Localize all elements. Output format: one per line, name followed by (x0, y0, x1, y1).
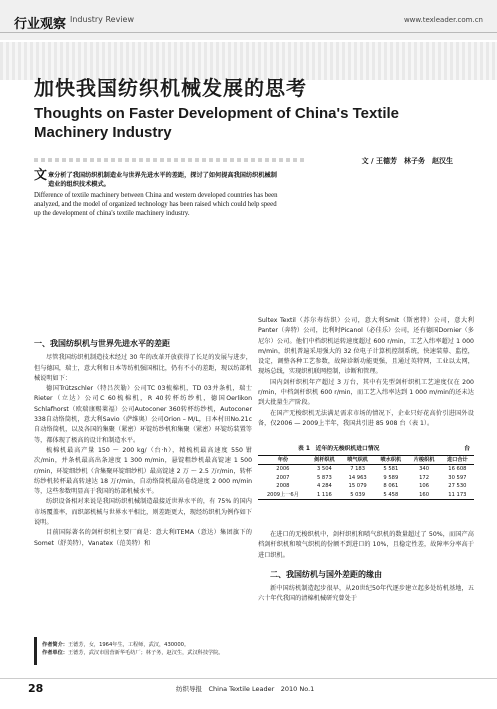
authors: 文 / 王德芳 林子务 赵汉生 (361, 157, 453, 165)
table-cell: 2006 (276, 466, 290, 473)
table-cell: 106 (419, 483, 430, 490)
table-cell: 1 116 (316, 491, 332, 498)
table-cell: 11 173 (448, 491, 467, 498)
table-header: 进口合计 (446, 457, 468, 463)
page-number: 28 (28, 682, 44, 695)
title-separator (34, 158, 304, 162)
table-cell: 5 581 (383, 466, 399, 473)
section1-heading: 一、我国纺织机与世界先进水平的差距 (34, 339, 170, 348)
table-row (258, 491, 474, 500)
table-cell: 5 458 (383, 491, 399, 498)
left-column (34, 339, 252, 549)
footer-divider (0, 678, 497, 679)
section2-heading: 二、我国纺机与国外差距的缘由 (270, 569, 382, 579)
abstract-cn: 章分析了我国纺织机制造业与世界先进水平的差距，探讨了如何提高我国纺织机械制造业的组织技术模式。 (48, 172, 277, 188)
paragraph: Sultex Textil（苏尔寿纺织）公司，意大利Smit（斯密特）公司，意大利Panter（奔特）公司，比利时Picanol（必佳乐）公司，还有德国Dornier（多尼尔）公司。他们中档织机运转速度超过 600 r/min，工艺入纬率超过 1 000 m/min，织机普遍采用强大的 32 位电子计算机控制系统，快速装幕、监控，设定，调整各种工艺参数，故障诊断功能更强，且通过英特网，工业以太网，现场总线，实现织机联网控制，诊断和管理。 (258, 317, 474, 376)
paragraph: 在进口的无梭织机中，剑杆织机和喷气织机的数量超过了 50%，而国产高档剑杆织机和喷气织机的份额不到进口的 10%，且稳定性差，故障率分率高于进口织机。 (258, 531, 474, 559)
abstract-lead-char: 文 (34, 168, 48, 183)
table-cell: 2008 (276, 483, 290, 490)
section-title: 行业观察 (14, 17, 67, 32)
table-header: 喷气织机 (347, 457, 368, 463)
table-cell: 3 504 (316, 466, 332, 473)
author-text: 王德芳，女，1964年生，工程师，武汉，430000。 (67, 642, 190, 648)
table-row (258, 474, 474, 482)
table-cell: 5 039 (350, 491, 366, 498)
paragraph: 纺织设备相对来说是我国纺织机械制造最接近世界水平的，有 75% 的国内市场覆盖率，而织部机械与世界水平相比，则差距更大，现经纺织机为例作如下说明。 (34, 498, 252, 527)
journal-footer: 纺织导报 China Textile Leader 2010 No.1 (176, 685, 315, 693)
author-label: 作者简介： (42, 642, 68, 648)
right-column-bottom (258, 530, 474, 605)
table-cell: 5 873 (316, 474, 332, 481)
author-note (34, 641, 260, 657)
paragraph: 在国产无梭织机无法满足需求市场的情况下，企业只好花高价引进国外设备，仅2006 — 2009上半年，我国共引进 85 908 台（表 1）。 (258, 409, 474, 427)
right-column-top (258, 316, 474, 429)
section-subtitle: Industry Review (70, 15, 134, 24)
table-unit: 台 (464, 446, 470, 452)
table-caption (258, 443, 474, 452)
paragraph: 目前国际著名的剑杆织机主要厂商是：意大利ITEMA（意达）集团旗下的Somet（舒美特），Vanatex（范美特）和 (34, 529, 252, 547)
paragraph: 梳棉机最高产量 150 ～ 200 kg/（台·h），精梳机最高速度 550 钳次/min，并条机最高出条速度 1 300 m/min，悬锭粗纱机最高锭速 1 500 r/min，环锭细纱机（含集聚环锭细纱机）最高锭速 2 万 ～ 2.5 万r/min，转杯纺纱机转杯最高转速达 18 万r/min，自动络筒机最高卷绕速度 2 000 m/min 等，这些参数明显高于我国的纺部机械水平。 (34, 446, 252, 496)
table-cell: 160 (419, 491, 430, 498)
table-header: 片梭织机 (413, 457, 435, 463)
affiliation-label: 作者单位： (42, 650, 68, 657)
website-url[interactable]: www.texleader.com.cn (403, 16, 483, 24)
import-table (258, 455, 474, 500)
paragraph: 尽管我国纺织机制造技术经过 30 年的改革开放获得了长足的发展与进步，但与德国，瑞士，意大利和日本等纺机强国相比，仍有不小的差距，现以纺部机械说明如下： (34, 354, 252, 382)
table-cell: 30 597 (448, 474, 467, 481)
table-cell: 172 (419, 474, 430, 481)
affiliation-text: 王德芳，武汉市国营新华毛纺厂；林子务，赵汉生，武汉科技学院。 (67, 650, 224, 657)
article-title-en: Thoughts on Faster Development of China's Textile Machinery Industry (34, 105, 399, 141)
table-cell: 16 608 (448, 466, 467, 473)
table-cell: 2007 (276, 474, 290, 481)
table-cell: 14 963 (348, 474, 367, 481)
table-header: 剑杆织机 (314, 457, 335, 463)
abstract-en: Difference of textile machinery between China and western developed countries has been analyzed, and the model of organized technology has been raised which could help speed up the development of china's textile machinery industry. (34, 192, 278, 217)
paragraph: 德国Trützschler（特吕茨勒）公司TC 03梳棉机，TD 03并条机，瑞士Rieter（立达）公司C 60梳棉机，R 40转杯纺纱机，德国Oerlikon Schlafhorst（欧瑞康赐莱福）公司Autoconer 360转杯纺纱机，Autoconer 338自动络筒机，意大利Savio（萨维奥）公司Orion – M/L，日本村田No.21c自动络筒机，以及各国的集聚（紧密）环锭纺纱机和集聚（紧密）环锭纺装置等等，都体现了极高的设计和制造水平。 (34, 385, 252, 444)
table-row (258, 465, 474, 474)
table-cell: 8 061 (383, 483, 399, 490)
table-caption-text: 表 1 近年的无梭织机进口情况 (298, 446, 380, 452)
table-cell: 4 284 (316, 483, 332, 490)
table-header: 年份 (277, 457, 289, 463)
table-cell: 15 079 (348, 483, 367, 490)
table-header: 喷水织机 (380, 457, 402, 463)
paragraph: 国内剑杆织机年产超过 3 万台，其中有先型剑杆织机工艺速度仅在 200 r/min，中档剑杆织机 600 r/min，而工艺入纬率达到 1 000 m/min的还未达到大批量生产阶段。 (258, 378, 474, 407)
table-cell: 2009上一6月 (266, 491, 299, 498)
table-row (258, 482, 474, 490)
table-cell: 9 589 (383, 474, 399, 481)
table-header-row (258, 456, 474, 465)
table-cell: 27 530 (448, 483, 467, 490)
article-title-cn: 加快我国纺织机械发展的思考 (34, 76, 307, 100)
header-divider (0, 32, 497, 33)
table-cell: 7 183 (350, 466, 366, 473)
paragraph: 新中国纺机制造起步很早，从20世纪50年代逐步建立起多处纺机基地，五六十年代我国的清棉机械研究曾处于 (258, 585, 474, 603)
table-cell: 340 (419, 466, 430, 473)
